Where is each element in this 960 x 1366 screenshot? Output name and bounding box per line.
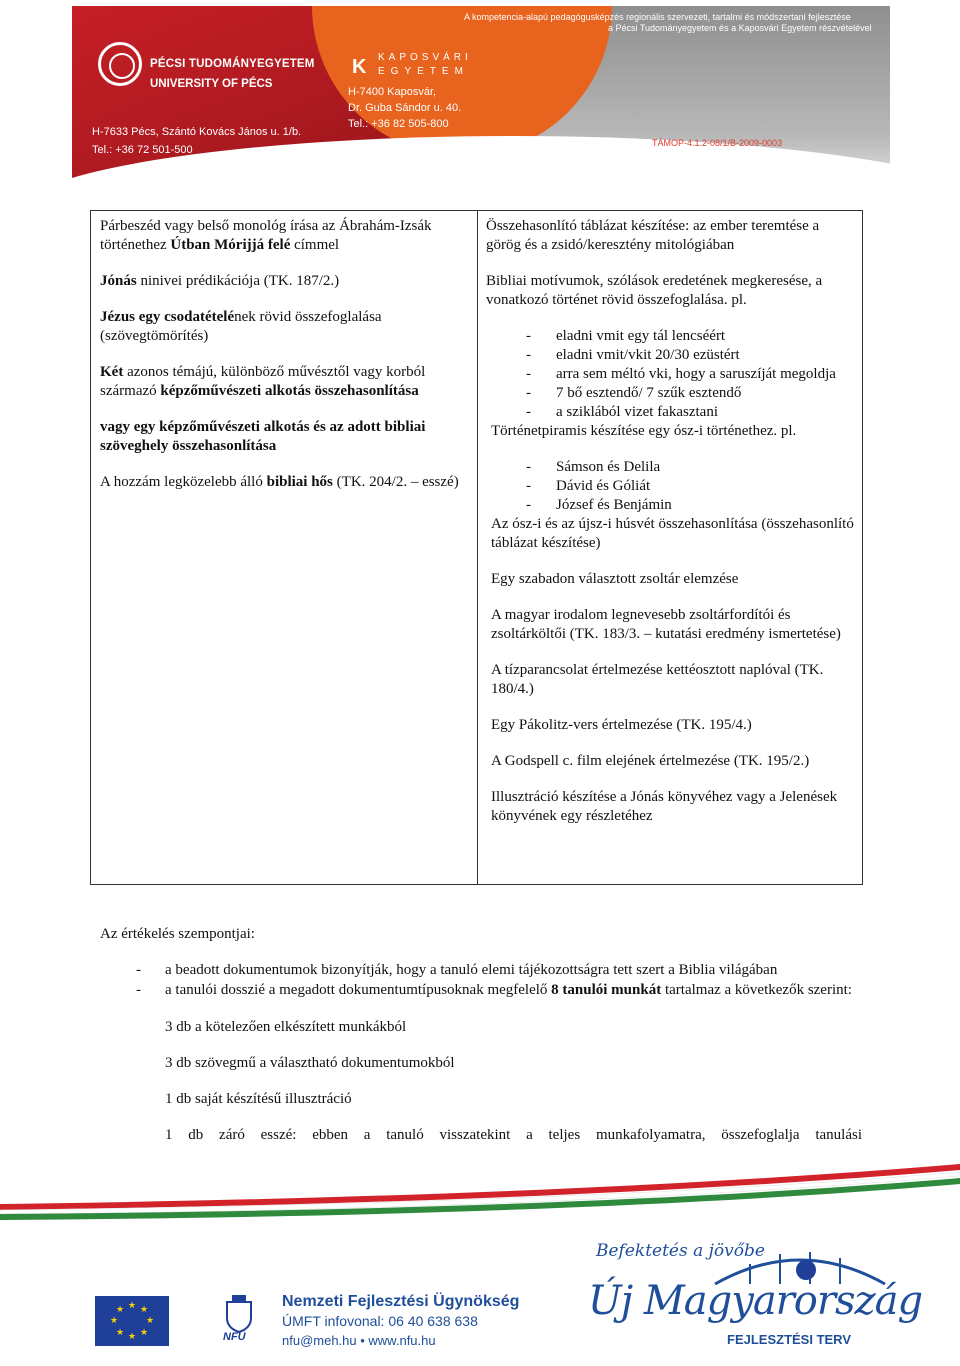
column-divider [477,211,478,884]
project-subtitle: a Pécsi Tudományegyetem és a Kaposvári Egyetem részvételével [608,23,872,33]
evaluation-sub-2: 3 db szövegmű a választható dokumentumokból [165,1055,455,1071]
pte-name: PÉCSI TUDOMÁNYEGYETEM [150,58,315,70]
ke-address-1: H-7400 Kaposvár, [348,86,437,98]
nfu-phone: ÚMFT infovonal: 06 40 638 638 [282,1313,478,1329]
um-slogan: Befektetés a jövőbe [596,1241,765,1261]
left-paragraph-5: vagy egy képzőművészeti alkotás és az adott bibliai szöveghely összehasonlítása [100,419,426,454]
right-paragraph-2: Bibliai motívumok, szólások eredetének megkeresése, a vonatkozó történet rövid összefoglalása. pl. [486,273,823,308]
right-column [486,217,856,826]
list-item: - Sámson és Delila [491,458,856,477]
list-item: - Dávid és Góliát [491,477,856,496]
right-paragraph-5: Egy szabadon választott zsoltár elemzése [491,571,739,587]
university-seal-icon [98,42,142,86]
ke-phone: Tel.: +36 82 505-800 [348,118,449,130]
left-paragraph-1: Párbeszéd vagy belső monológ írása az Ábrahám-Izsák történethez Útban Mórijjá felé címmel [100,218,432,253]
right-paragraph-7: A tízparancsolat értelmezése kettéosztott naplóval (TK. 180/4.) [491,662,824,697]
nfu-name: Nemzeti Fejlesztési Ügynökség [282,1293,520,1310]
nfu-web: nfu@meh.hu • www.nfu.hu [282,1333,436,1348]
um-title: Új Magyarország [588,1278,923,1324]
left-paragraph-2: Jónás ninivei prédikációja (TK. 187/2.) [100,273,340,289]
evaluation-item-2: - a tanulói dosszié a megadott dokumentumtípusoknak megfelelő 8 tanulói munkát tartalmaz a következők szerint: [136,981,862,1001]
left-column [100,217,466,492]
evaluation-sub-4: 1 db záró esszé: ebben a tanuló visszatekint a teljes munkafolyamatra, összefoglalja tanulási [165,1127,862,1143]
list-item: - arra sem méltó vki, hogy a saruszíját megoldja [491,365,856,384]
right-paragraph-3: Történetpiramis készítése egy ósz-i történethez. pl. [491,423,797,439]
header-banner [72,6,890,192]
right-paragraph-4: Az ósz-i és az újsz-i húsvét összehasonlítása (összehasonlító táblázat készítése) [491,516,854,551]
ke-logo-icon: K [352,56,367,78]
story-list [491,458,856,515]
pte-name-english: UNIVERSITY OF PÉCS [150,78,273,90]
list-item: - eladni vmit egy tál lencséért [491,327,856,346]
um-subtitle: FEJLESZTÉSI TERV [727,1332,852,1347]
right-paragraph-8: Egy Pákolitz-vers értelmezése (TK. 195/4.) [491,717,752,733]
right-paragraph-9: A Godspell c. film elejének értelmezése (TK. 195/2.) [491,753,810,769]
evaluation-item-1: - a beadott dokumentumok bizonyítják, hogy a tanuló elemi tájékozottságra tett szert a Biblia világában [136,961,862,981]
ke-name: KAPOSVÁRI [378,52,472,63]
left-paragraph-4: Két azonos témájú, különböző művésztől vagy korból származó képzőművészeti alkotás összehasonlítása [100,364,426,399]
tamop-code: TÁMOP-4.1.2-08/1/B-2009-0003 [652,138,783,148]
hungarian-coat-of-arms-icon [222,1292,256,1336]
evaluation-list [136,961,862,1000]
ke-address-2: Dr. Guba Sándor u. 40. [348,102,462,114]
left-paragraph-3: Jézus egy csodatételének rövid összefoglalása (szövegtömörítés) [100,309,382,344]
right-paragraph-6: A magyar irodalom legnevesebb zsoltárfordítói és zsoltárköltői (TK. 183/3. – kutatási eredmény ismertetése) [491,607,841,642]
left-paragraph-6: A hozzám legközelebb álló bibliai hős (TK. 204/2. – esszé) [100,474,459,490]
nfu-label: NFÜ [223,1331,246,1343]
ke-name-2: EGYETEM [378,66,469,77]
right-paragraph-10: Illusztráció készítése a Jónás könyvéhez vagy a Jelenések könyvének egy részletéhez [491,789,838,824]
project-title: A kompetencia-alapú pedagógusképzés regionális szervezeti, tartalmi és módszertani fejlesztése [464,12,851,22]
activities-table [90,210,863,885]
list-item: - a sziklából vizet fakasztani [491,403,856,422]
eu-flag-icon: ★ ★ ★ ★ ★ ★ ★ ★ [95,1296,169,1346]
list-item: - József és Benjámin [491,496,856,515]
evaluation-title: Az értékelés szempontjai: [100,926,255,942]
pte-phone: Tel.: +36 72 501-500 [92,144,193,156]
evaluation-sub-3: 1 db saját készítésű illusztráció [165,1091,352,1107]
motif-list [491,327,856,422]
list-item: - eladni vmit/vkit 20/30 ezüstért [491,346,856,365]
right-paragraph-1: Összehasonlító táblázat készítése: az ember teremtése a görög és a zsidó/keresztény mitológiában [486,218,820,253]
evaluation-sub-1: 3 db a kötelezően elkészített munkákból [165,1019,407,1035]
list-item: - 7 bő esztendő/ 7 szűk esztendő [491,384,856,403]
pte-address: H-7633 Pécs, Szántó Kovács János u. 1/b. [92,126,302,138]
footer-tricolor-swoosh-icon [0,1160,960,1220]
